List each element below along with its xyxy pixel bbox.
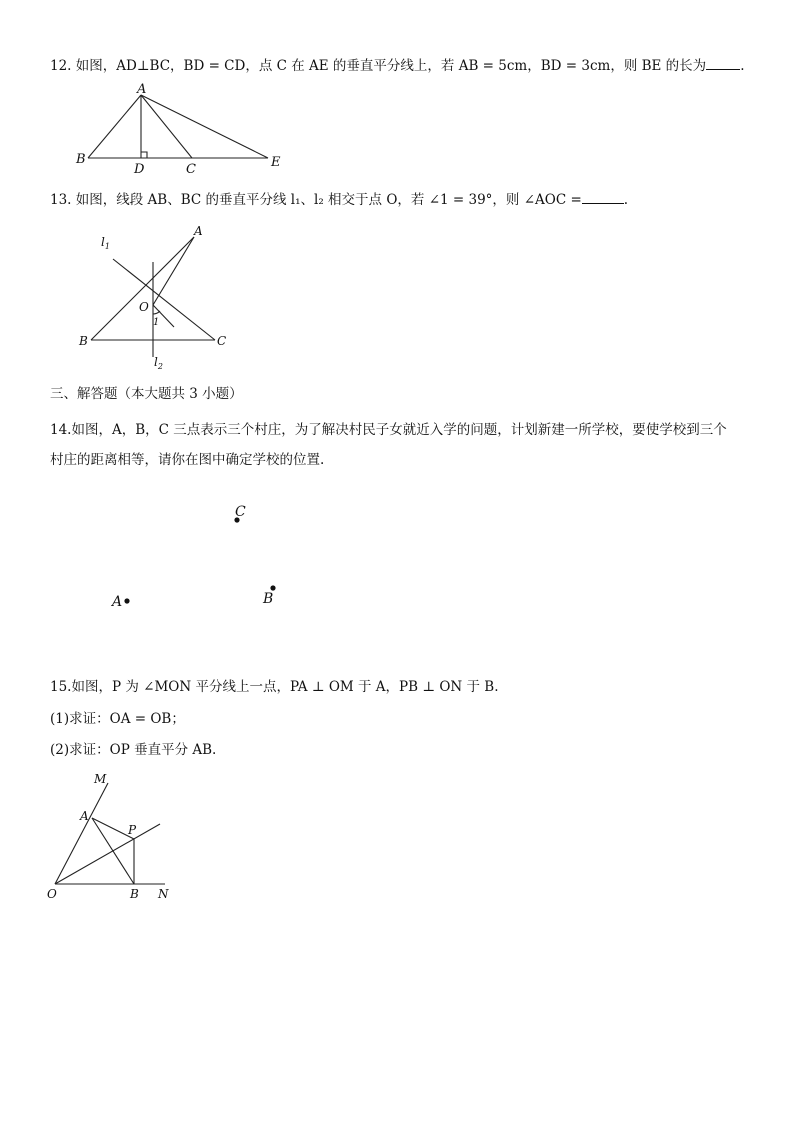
figure-13	[91, 237, 215, 357]
point-B	[270, 585, 275, 590]
label-A-15: A	[80, 809, 89, 823]
question-12-tail: .	[740, 58, 745, 74]
label-M: M	[94, 772, 107, 786]
label-A-12: A	[137, 82, 147, 97]
figure-12-labels	[75, 82, 281, 177]
segment-AB-13	[91, 237, 194, 340]
question-13-text	[50, 191, 628, 209]
label-E-12: E	[271, 155, 281, 170]
segment-AE	[141, 95, 268, 158]
section-header: 三、解答题（本大题共 3 小题）	[50, 386, 243, 402]
question-12-statement: 12. 如图，AD⊥BC，BD = CD，点 C 在 AE 的垂直平分线上，若 AB = 5cm，BD = 3cm，则 BE 的长为	[50, 58, 707, 74]
label-C-12: C	[186, 162, 196, 177]
label-O-13: O	[139, 300, 149, 314]
point-A	[124, 598, 129, 603]
question-14-line2: 村庄的距离相等，请你在图中确定学校的位置.	[50, 452, 325, 468]
segment-AC	[141, 95, 192, 158]
label-l1: $l_1$	[101, 235, 110, 251]
label-C-14: C	[235, 504, 246, 520]
right-angle-mark	[141, 152, 147, 158]
perpendicular-l1	[113, 259, 215, 340]
label-B-15: B	[130, 887, 139, 901]
label-N: N	[158, 887, 169, 901]
question-15-part2: (2)求证：OP 垂直平分 AB.	[50, 742, 217, 758]
question-15-part1: (1)求证：OA = OB；	[50, 711, 185, 727]
label-A-13: A	[194, 224, 203, 238]
question-13-tail: .	[623, 192, 629, 208]
label-B-14: B	[263, 591, 274, 607]
figure-12	[88, 95, 268, 158]
segment-AB	[88, 95, 141, 158]
figure-13-labels	[78, 224, 226, 371]
label-angle-1: 1	[153, 317, 160, 328]
question-13-statement: 13. 如图，线段 AB、BC 的垂直平分线 l₁、l₂ 相交于点 O，若 ∠1 = 39°，则 ∠AOC =	[50, 192, 582, 208]
question-14-line1: 14.如图，A，B，C 三点表示三个村庄，为了解决村民子女就近入学的问题，计划新建一所学校，要使学校到三个	[50, 422, 727, 438]
figure-15	[55, 783, 165, 884]
label-l2: $l_2$	[154, 355, 163, 371]
label-O-15: O	[47, 887, 57, 901]
label-D-12: D	[134, 162, 145, 177]
figure-14-labels	[110, 504, 273, 610]
angle-1-arc	[153, 311, 160, 314]
question-13-answer-blank[interactable]	[582, 191, 624, 204]
label-C-13: C	[217, 334, 227, 348]
label-A-14: A	[112, 594, 123, 610]
question-15-text: 15.如图，P 为 ∠MON 平分线上一点，PA ⊥ OM 于 A，PB ⊥ ON 于 B.	[50, 679, 499, 695]
segment-OA	[153, 237, 194, 305]
label-B-13: B	[79, 334, 88, 348]
label-P: P	[128, 823, 137, 837]
figure-15-labels	[47, 772, 169, 901]
figure-14	[124, 517, 275, 603]
label-B-12: B	[76, 152, 86, 167]
